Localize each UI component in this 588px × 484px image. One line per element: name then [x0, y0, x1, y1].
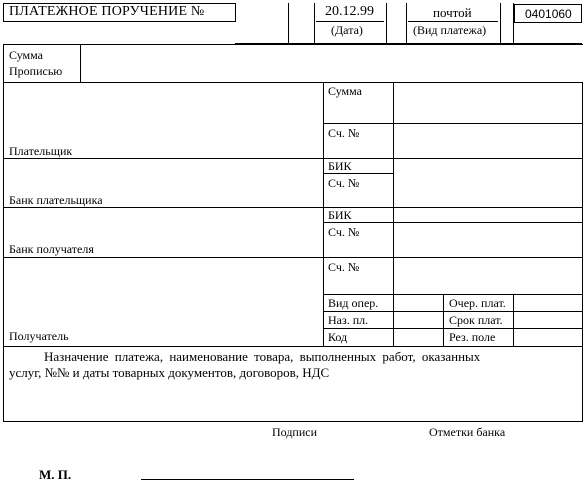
- account-label-1: Сч. №: [328, 126, 360, 140]
- form-title: ПЛАТЕЖНОЕ ПОРУЧЕНИЕ №: [9, 4, 205, 19]
- payment-type-underline: [408, 21, 498, 22]
- purpose-code-label: Наз. пл.: [328, 313, 369, 327]
- main-table-border: [3, 421, 583, 422]
- amount-label: Сумма: [328, 84, 362, 98]
- row-separator: [323, 311, 583, 312]
- header-grid: [314, 3, 315, 44]
- amount-words-label-1: Сумма: [9, 48, 43, 62]
- form-code-box: [514, 4, 515, 23]
- row-separator: [323, 222, 583, 223]
- header-border: [3, 21, 235, 22]
- purpose-text-line-2: услуг, №№ и даты товарных документов, договоров, НДС: [9, 365, 330, 380]
- header-grid: [288, 3, 289, 44]
- row-separator: [323, 173, 394, 174]
- main-table-border: [3, 82, 583, 83]
- amount-words-border: [80, 44, 81, 82]
- recipient-label: Получатель: [9, 329, 69, 343]
- header-grid: [500, 3, 501, 44]
- header-border: [3, 3, 4, 22]
- op-type-label: Вид опер.: [328, 296, 379, 310]
- signatures-label: Подписи: [272, 425, 318, 439]
- column-separator: [513, 294, 514, 346]
- account-label-3: Сч. №: [328, 225, 360, 239]
- stamp-label: М. П.: [39, 467, 72, 482]
- bik-label-2: БИК: [328, 208, 352, 222]
- amount-words-label-2: Прописью: [9, 64, 63, 78]
- main-table-border: [582, 82, 583, 422]
- column-separator: [393, 82, 394, 294]
- date-underline: [316, 21, 384, 22]
- row-separator: [323, 294, 583, 295]
- row-separator: [323, 123, 583, 124]
- purpose-text-line-1: Назначение платежа, наименование товара, выполненных работ, оказанных: [44, 349, 481, 364]
- form-code-box: [514, 22, 582, 23]
- account-label-2: Сч. №: [328, 176, 360, 190]
- date-value: 20.12.99: [325, 4, 374, 19]
- signature-line: [141, 479, 354, 480]
- row-separator: [323, 328, 583, 329]
- column-separator: [443, 294, 444, 346]
- code-label: Код: [328, 330, 348, 344]
- row-separator: [393, 257, 583, 258]
- payment-type-value: почтой: [433, 5, 472, 20]
- priority-label: Очер. плат.: [449, 296, 506, 310]
- amount-words-border: [3, 44, 4, 82]
- row-separator: [3, 257, 394, 258]
- bik-label-1: БИК: [328, 159, 352, 173]
- payer-bank-label: Банк плательщика: [9, 193, 103, 207]
- reserve-label: Рез. поле: [449, 330, 496, 344]
- header-grid: [406, 3, 407, 44]
- amount-words-border: [3, 44, 583, 45]
- form-code-box: [514, 4, 582, 5]
- header-border: [235, 3, 236, 22]
- due-date-label: Срок плат.: [449, 313, 503, 327]
- date-label: (Дата): [331, 23, 363, 37]
- main-table-border: [3, 82, 4, 422]
- form-code-box: [581, 4, 582, 23]
- recipient-bank-label: Банк получателя: [9, 242, 94, 256]
- bank-marks-label: Отметки банка: [429, 425, 506, 439]
- account-label-4: Сч. №: [328, 260, 360, 274]
- row-separator: [3, 346, 583, 347]
- payer-label: Плательщик: [9, 144, 73, 158]
- column-separator: [323, 82, 324, 346]
- row-separator: [393, 158, 583, 159]
- form-code: 0401060: [525, 7, 572, 21]
- header-grid: [386, 3, 387, 44]
- row-separator: [393, 207, 583, 208]
- payment-type-label: (Вид платежа): [413, 23, 487, 37]
- column-separator: [393, 294, 394, 346]
